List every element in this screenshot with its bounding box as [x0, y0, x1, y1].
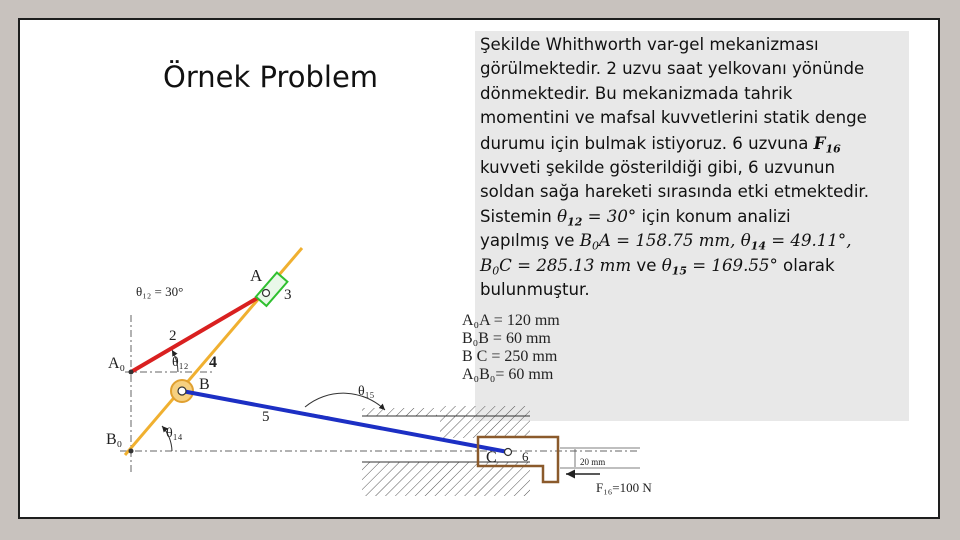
theta14-subscript: 14: [750, 239, 766, 253]
dimension-BC: B C = 250 mm: [462, 348, 558, 365]
ground-top-left: [362, 408, 437, 416]
theta14-equation: = 49.11°,: [765, 231, 852, 251]
problem-line-9-text: yapılmış ve: [480, 231, 580, 251]
label-B0: B₀: [106, 431, 123, 448]
theta15-symbol: θ: [661, 255, 672, 275]
link-2: [131, 293, 266, 372]
problem-line-1: Şekilde Whithworth var-gel mekanizması: [480, 35, 819, 54]
joint-C: [505, 449, 512, 456]
problem-line-10-text-c: olarak: [777, 255, 835, 275]
label-theta12: θ₁₂: [172, 355, 189, 370]
label-A: A: [250, 266, 263, 285]
label-theta14: θ₁₄: [166, 426, 183, 441]
label-C: C: [486, 449, 497, 466]
dimension-A0A: A₀A = 120 mm: [462, 312, 560, 329]
dimension-B0B: B₀B = 60 mm: [462, 330, 551, 347]
problem-line-4: momentini ve mafsal kuvvetlerini statik denge: [480, 108, 867, 128]
force-F16-subscript: 16: [825, 141, 841, 155]
slide-title: Örnek Problem: [163, 60, 379, 94]
problem-line-10-text-b: ve: [631, 255, 662, 275]
force-F16-symbol: F: [813, 132, 826, 153]
label-20mm: 20 mm: [580, 457, 606, 467]
label-link-5: 5: [262, 409, 270, 425]
theta15-subscript: 15: [671, 263, 687, 277]
B0A-equation: A = 158.75 mm, θ: [598, 231, 751, 251]
label-A0: A₀: [108, 355, 126, 372]
B0A-subscript: 0: [591, 239, 599, 253]
theta12-subscript: 12: [567, 215, 583, 229]
ground-top-right: [440, 406, 530, 438]
problem-line-5-text: durumu için bulmak istiyoruz. 6 uzvuna: [480, 133, 814, 153]
dimension-A0B0: A₀B₀= 60 mm: [462, 366, 554, 383]
problem-line-7: soldan sağa hareketi sırasında etki etmektedir.: [480, 182, 869, 202]
B0C-equation: C = 285.13 mm: [499, 255, 632, 275]
theta15-equation: = 169.55°: [686, 255, 778, 275]
label-link-4: 4: [209, 354, 217, 371]
B0C-symbol: B: [480, 255, 493, 275]
problem-line-8-text-b: için konum analizi: [636, 206, 791, 226]
label-link-2: 2: [169, 328, 177, 344]
theta12-symbol: θ: [557, 206, 568, 226]
label-slider-3: 3: [284, 287, 292, 303]
joint-B: [178, 387, 186, 395]
label-F16: F₁₆=100 N: [596, 480, 652, 495]
problem-line-2: görülmektedir. 2 uzvu saat yelkovanı yönünde: [480, 59, 865, 79]
theta12-value-label: θ₁₂ = 30°: [136, 284, 184, 299]
problem-line-3: dönmektedir. Bu mekanizmada tahrik: [480, 83, 793, 103]
label-B: B: [199, 376, 210, 393]
B0A-symbol: B: [579, 231, 592, 251]
label-theta15: θ₁₅: [358, 384, 375, 399]
label-slider-6: 6: [522, 449, 529, 464]
dimension-list: [462, 312, 560, 384]
B0C-subscript: 0: [492, 263, 500, 277]
joint-A: [263, 290, 270, 297]
problem-line-11: bulunmuştur.: [480, 280, 590, 300]
problem-line-6: kuvveti şekilde gösterildiği gibi, 6 uzvunun: [480, 158, 835, 178]
problem-line-8-text-a: Sistemin: [480, 206, 558, 226]
theta12-equation: = 30°: [582, 206, 637, 226]
joint-B0: [129, 449, 134, 454]
joint-A0: [129, 370, 134, 375]
